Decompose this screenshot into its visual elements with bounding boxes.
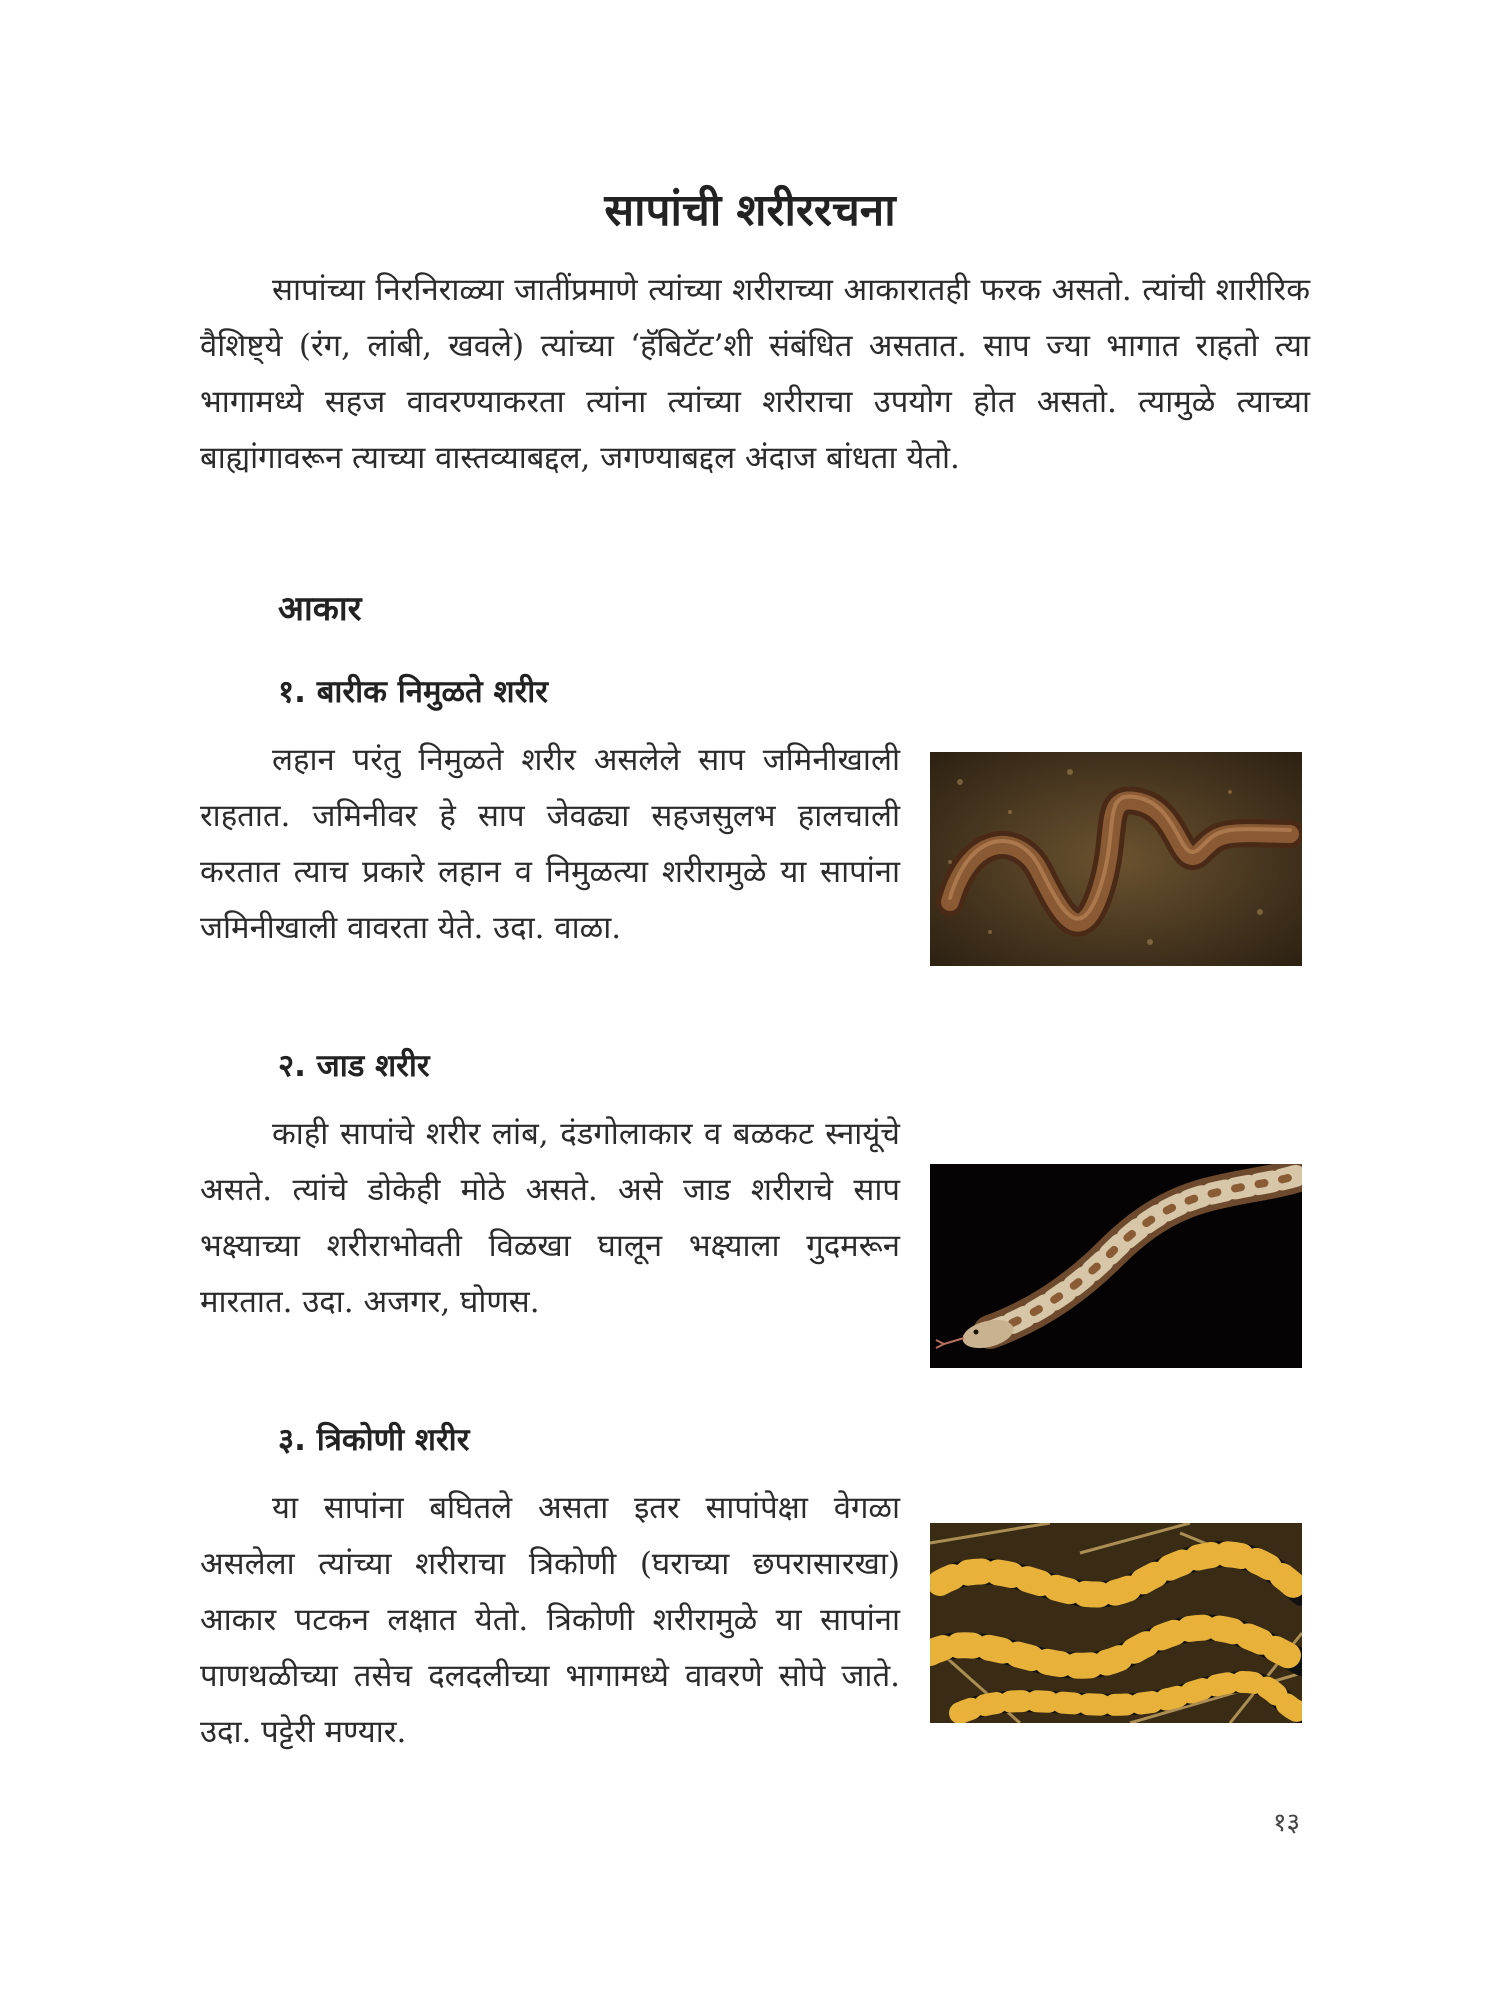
subsection-text-3: या सापांना बघितले असता इतर सापांपेक्षा वेगळा असलेला त्यांच्या शरीराचा त्रिकोणी (घराच्या छपरासारखा) आकार पटकन लक्षात येतो. त्रिकोणी शरीरामुळे या सापांना पाणथळीच्या तसेच दलदलीच्या भागामध्ये वावरणे सोपे जाते. उदा. पट्टेरी मण्यार. [200,1490,900,1750]
intro-paragraph: सापांच्या निरनिराळ्या जातींप्रमाणे त्यांच्या शरीराच्या आकारातही फरक असतो. त्यांची शारीरिक वैशिष्ट्ये (रंग, लांबी, खवले) त्यांच्या ‘हॅबिटॅट’शी संबंधित असतात. साप ज्या भागात राहतो त्या भागामध्ये सहज वावरण्याकरता त्यांना त्यांच्या शरीराचा उपयोग होत असतो. त्यामुळे त्याच्या बाह्यांगावरून त्याच्या वास्तव्याबद्दल, जगण्याबद्दल अंदाज बांधता येतो. [200,272,1310,476]
subsection-text-2: काही सापांचे शरीर लांब, दंडगोलाकार व बळकट स्नायूंचे असते. त्यांचे डोकेही मोठे असते. असे जाड शरीराचे साप भक्ष्याच्या शरीराभोवती विळखा घालून भक्ष्याला गुदमरून मारतात. उदा. अजगर, घोणस. [200,1116,900,1320]
subsection-heading-1: १. बारीक निमुळते शरीर [278,674,548,710]
subsection-heading-2: २. जाड शरीर [278,1048,430,1084]
page-number: १३ [1272,1808,1300,1838]
section-heading: आकार [278,589,362,629]
worm-snake-photo [930,752,1302,966]
subsection-heading-3: ३. त्रिकोणी शरीर [278,1422,470,1458]
banded-krait-photo [930,1523,1302,1723]
page-title: सापांची शरीररचना [604,185,896,236]
subsection-text-1: लहान परंतु निमुळते शरीर असलेले साप जमिनीखाली राहतात. जमिनीवर हे साप जेवढ्या सहजसुलभ हालचाली करतात त्याच प्रकारे लहान व निमुळत्या शरीरामुळे या सापांना जमिनीखाली वावरता येते. उदा. वाळा. [200,742,900,946]
python-photo [930,1164,1302,1368]
